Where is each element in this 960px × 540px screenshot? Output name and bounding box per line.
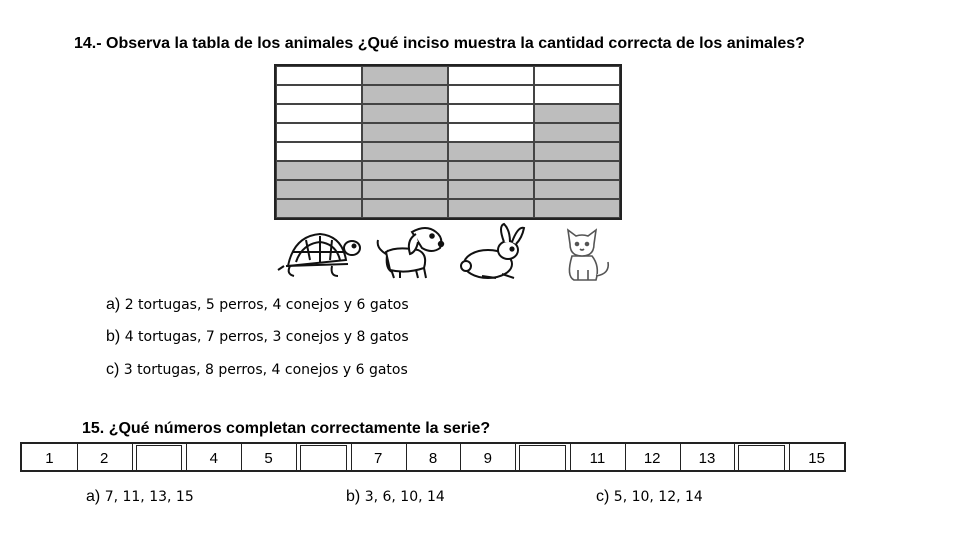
table-cell-perros-3 <box>362 161 448 180</box>
series-divider <box>680 444 681 470</box>
table-cell-conejos-5 <box>448 123 534 142</box>
option-b-15[interactable] <box>346 488 445 506</box>
series-number: 11 <box>589 450 606 467</box>
table-cell-perros-2 <box>362 180 448 199</box>
animal-count-table <box>274 64 622 220</box>
dog-icon <box>366 222 453 282</box>
turtle-icon <box>276 222 363 282</box>
table-cell-conejos-7 <box>448 85 534 104</box>
option-letter: b) <box>106 328 121 345</box>
table-cell-gatos-4 <box>534 142 620 161</box>
series-number: 12 <box>643 450 661 467</box>
table-cell-tortugas-5 <box>276 123 362 142</box>
series-number: 8 <box>428 450 438 467</box>
animal-icons-row <box>276 222 624 282</box>
option-letter: b) <box>346 488 361 505</box>
series-divider <box>406 444 407 470</box>
table-cell-gatos-3 <box>534 161 620 180</box>
option-b-14[interactable] <box>106 328 409 346</box>
series-number: 15 <box>808 450 825 467</box>
table-cell-tortugas-4 <box>276 142 362 161</box>
table-cell-perros-1 <box>362 199 448 218</box>
option-text: 5, 10, 12, 14 <box>613 489 703 505</box>
series-number: 1 <box>45 450 54 467</box>
table-cell-tortugas-6 <box>276 104 362 123</box>
series-number: 2 <box>100 450 109 467</box>
option-text: 3 tortugas, 8 perros, 4 conejos y 6 gatos <box>123 362 408 378</box>
table-cell-tortugas-8 <box>276 66 362 85</box>
table-cell-conejos-3 <box>448 161 534 180</box>
series-number: 7 <box>374 450 383 467</box>
series-divider <box>460 444 461 470</box>
series-divider <box>296 444 297 470</box>
option-c-14[interactable] <box>106 361 408 379</box>
series-divider <box>570 444 571 470</box>
table-cell-perros-8 <box>362 66 448 85</box>
table-cell-conejos-8 <box>448 66 534 85</box>
series-divider <box>625 444 626 470</box>
table-cell-gatos-8 <box>534 66 620 85</box>
number-series-strip <box>20 442 846 472</box>
option-letter: c) <box>596 488 610 505</box>
table-cell-conejos-6 <box>448 104 534 123</box>
table-cell-tortugas-3 <box>276 161 362 180</box>
table-cell-gatos-6 <box>534 104 620 123</box>
option-letter: a) <box>106 296 121 313</box>
option-text: 3, 6, 10, 14 <box>364 489 445 505</box>
table-cell-tortugas-7 <box>276 85 362 104</box>
question-15-title: 15. ¿Qué números completan correctamente la serie? <box>82 420 491 437</box>
option-text: 4 tortugas, 7 perros, 3 conejos y 8 gatos <box>124 329 409 345</box>
series-divider <box>241 444 242 470</box>
series-blank-10[interactable] <box>519 445 566 471</box>
option-a-14[interactable] <box>106 296 409 314</box>
series-divider <box>132 444 133 470</box>
series-number: 4 <box>209 450 218 467</box>
series-blank-3[interactable] <box>136 445 183 471</box>
cat-icon <box>538 222 625 282</box>
option-c-15[interactable] <box>596 488 703 506</box>
series-blank-6[interactable] <box>300 445 347 471</box>
series-divider <box>77 444 78 470</box>
series-divider <box>734 444 735 470</box>
series-number: 5 <box>264 450 273 467</box>
series-divider <box>186 444 187 470</box>
series-divider <box>789 444 790 470</box>
table-cell-tortugas-1 <box>276 199 362 218</box>
series-number: 13 <box>698 450 716 467</box>
table-cell-gatos-1 <box>534 199 620 218</box>
table-cell-gatos-7 <box>534 85 620 104</box>
option-text: 2 tortugas, 5 perros, 4 conejos y 6 gatos <box>124 297 409 313</box>
table-cell-gatos-2 <box>534 180 620 199</box>
series-blank-14[interactable] <box>738 445 785 471</box>
table-cell-conejos-1 <box>448 199 534 218</box>
table-cell-conejos-4 <box>448 142 534 161</box>
option-letter: a) <box>86 488 101 505</box>
series-number: 9 <box>483 450 492 467</box>
option-letter: c) <box>106 361 120 378</box>
table-cell-gatos-5 <box>534 123 620 142</box>
question-14-title: 14.- Observa la tabla de los animales ¿Qué inciso muestra la cantidad correcta de los animales? <box>74 35 805 52</box>
table-cell-tortugas-2 <box>276 180 362 199</box>
option-a-15[interactable] <box>86 488 194 506</box>
rabbit-icon <box>452 222 539 282</box>
table-cell-perros-7 <box>362 85 448 104</box>
series-divider <box>515 444 516 470</box>
table-cell-perros-6 <box>362 104 448 123</box>
series-divider <box>351 444 352 470</box>
table-cell-perros-4 <box>362 142 448 161</box>
option-text: 7, 11, 13, 15 <box>104 489 194 505</box>
table-cell-perros-5 <box>362 123 448 142</box>
table-cell-conejos-2 <box>448 180 534 199</box>
